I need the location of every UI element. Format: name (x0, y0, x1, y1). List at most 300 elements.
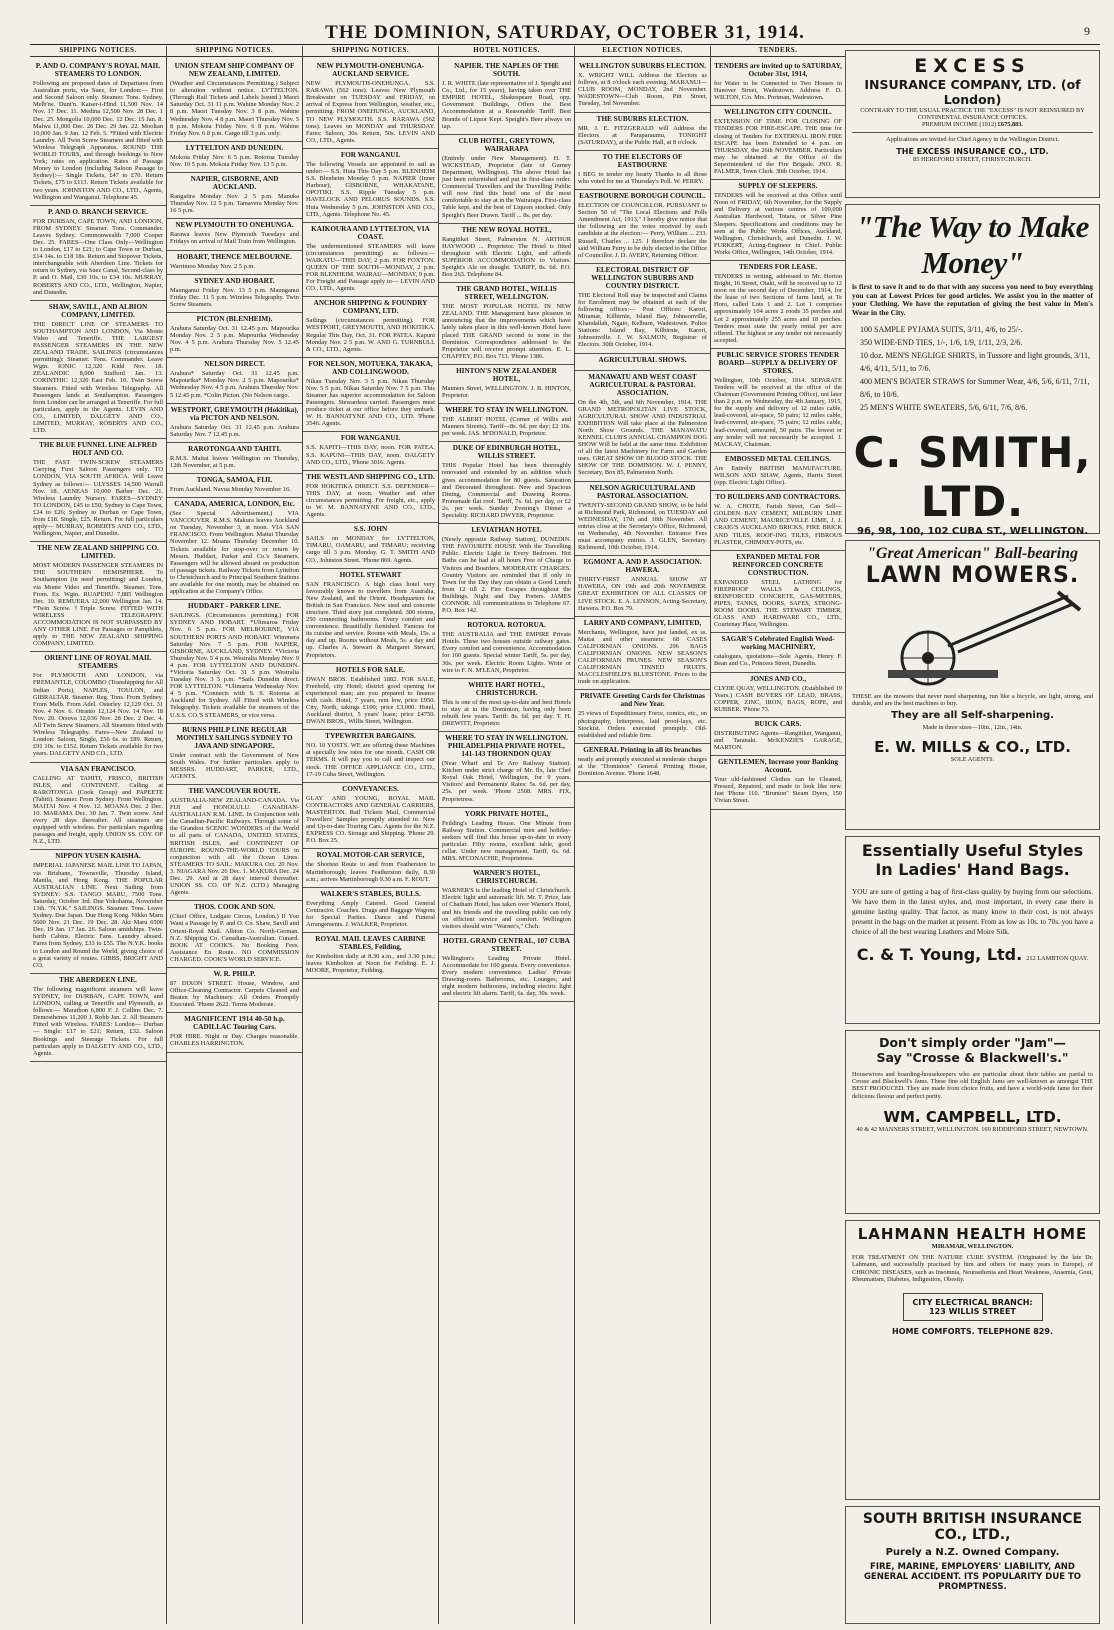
ad-title: TENDERS FOR LEASE. (738, 262, 818, 271)
ad-body: EXPANDED STEEL LATHING for FIREPROOF WALLS & CEILINGS, REINFORCED CONCRETE, GAS-METERS, PIPES, TANKS, DOORS, SAFES, STRONG-ROOM DOORS. THE STEWART TIMBER, GLASS AND HARDWARE CO., LTD., Courtenay Place, Wellington. (714, 578, 842, 629)
excess-premium-value: £675,883. (997, 121, 1023, 129)
classified-ad (167, 1013, 302, 1052)
ad-title: THE ABERDEEN LINE. (59, 975, 137, 984)
lahmann-health-home-ad (845, 1220, 1100, 1500)
classified-ad (711, 261, 845, 349)
newspaper-title: THE DOMINION, SATURDAY, OCTOBER 31, 1914. (325, 22, 805, 43)
ad-body: Merchants, Wellington, have just landed, ex ss. Maitai and other steamers: 68 CASES CALIFORNIAN ONIONS. 296 BAGS CALIFORNIAN ONIONS. NEW SEASON'S CALIFORNIAN PRUNES. NEW SEASON'S CALIFORNIAN TINNED FRUITS. MACCLESFIELD'S BLUESTONE. Prices to the trade on application. (578, 628, 707, 686)
ad-body: I BEG to tender my hearty Thanks to all those who voted for me at Thursday's Poll. W. PERRY. (578, 170, 707, 185)
lahmann-body: FOR TREATMENT ON THE NATURE CURE SYSTEM. (Originated by the late Dr. Lahmann, and successfully practised by him and others for many years in Europe), of CHRONIC DISEASES, such as Insomnia, Neurasthenia and Heart Weakness, Anaemia, Gout, Rheumatism, Diabetes, Indigestion, Obesity. (852, 1254, 1093, 1283)
ad-title: VIA SAN FRANCISCO. (60, 764, 136, 773)
classified-ad (303, 849, 438, 887)
ad-body: TENDERS in writing, addressed to Mr. Horton Bright, 16 Street, Otaki, will be received up to 12 noon on the second day of December, 1914, for the lease of two Sections of farm land, at Te Horo, called Lots 1 and 2. Lot 1 comprises approximately 104 acres 2 roods 35 perches and Lot 2 approximately 255 acres and 18 perches. Tenders must state the yearly rental per acre offered. The highest or any tender not necessarily accepted. (714, 272, 842, 344)
ad-body: Nikau Tuesday Nov. 3 5 p.m. Nikau Thursday Nov. 5 5 p.m. Nikau Saturday Nov. 7 5 p.m. This Steamer has superior accommodation for Saloon Passengers. Stewardess carried. Passengers must produce ticket at our office before they embark. W. H. BANNATYNE AND CO., LTD. 'Phone 3546. Agents. (306, 377, 435, 428)
classified-ad (303, 358, 438, 433)
classified-ad (439, 365, 574, 404)
classified-ad (167, 358, 302, 403)
ad-body: Rangatira Monday Nov. 2 5 p.m. Manuka Thursday Nov. 12 5 p.m. Tamavera Monday Nov. 16 5 p.m. (170, 193, 299, 215)
ad-body: For PLYMOUTH AND LONDON, via FREMANTLE, COLOMBO (Transhipping for All Indian Ports), NAPLES, TOULON, and GIBRALTAR. Steamer. Reg. Tons. From Sydney. From Melb. From Adel. Osterley 12,129 Oct. 31 Nov. 4 Nov. 6. Otranto 12,124 Nov. 14 Nov. 18 Nov. 20. Orsova 12,036 Nov. 28 Dec. 2 Dec. 4. All Twin Screw Steamers. All Steamers fitted with Wireless Telegraphy. Fares—New Zealand to London: Saloon, Single, £56 6s. to £89. Return, £91 10s. to £152. Return Tickets available for two years. DALGETY AND CO., LTD. (33, 672, 163, 758)
ad-body: The following magnificent steamers will leave SYDNEY, for DURBAN, CAPE TOWN, and LONDON, calling at Teneriffe and Plymouth, as follows:— Marathon 6,800 F. J. Collins Dec. 7. Demosthenes 11,200 J. Robb Jan. 2. All Steamers Fitted with Wireless. FARES: London— Durban— Single: £17 to £21; Return, £32. Saloon Bookings and Steerage Tickets. For full particulars apply to DALGETY AND CO., LTD., Agents. (33, 985, 163, 1057)
column-heading: HOTEL NOTICES. (439, 46, 574, 57)
ad-body: (See Special Advertisement.) VIA VANCOUVER. R.M.S. Makura leaves Auckland on Tuesday, November 3, at noon. VIA SAN FRANCISCO. From Wellington. Maitai Thursday November 12. Moana Thursday December 10. Tickets available for stop-over or return by Messrs. Huddart, Parker and Co.'s Steamers. Passengers will be allowed aboard on production of passage tickets. Railway Tickets from Lyttelton to Christchurch and to Principal Southern Stations are available for one month, may be obtained on application at the Company's Office. (170, 510, 299, 596)
classified-ad (30, 974, 166, 1062)
ad-title: FOR NELSON, MOTUEKA, TAKAKA, AND COLLINGWOOD. (308, 359, 433, 376)
ad-body: MOST MODERN PASSENGER STEAMERS IN THE SOUTHERN HEMISPHERE. To Southampton (in need permitting) and London, via Monte Video and Teneriffe. Steamer. Tons. From. Ex. Wgtn. RUAPEHU 7,885 Wellington Dec. 10. REMUERA 12,000 Wellington Jan. 14. *Twin Screw. †Triple Screw. FITTED WITH WIRELESS TELEGRAPHY. ACCOMMODATION IS NOT SURPASSED BY ANY OTHER LINE. For Passages or Pamphlets, apply to THE NEW ZEALAND SHIPPING COMPANY, LIMITED. (33, 562, 163, 648)
classified-ad (711, 673, 845, 718)
ad-title: NELSON AGRICULTURAL AND PASTORAL ASSOCIATION. (589, 483, 696, 500)
ad-body: Arahura Saturday Oct. 31 12.45 p.m. Arahura Saturday Nov. 7 12.45 p.m. (170, 423, 299, 438)
excess-company: INSURANCE COMPANY, LTD. (of London) (864, 77, 1081, 107)
ad-body: Wellington's Leading Private Hotel. Accommodate for 100 guests. Every convenience. Every modern convenience. Ladies' Private Drawing-room. Bathrooms, etc. Lounges, and eight modern bathrooms, including electric light and electric lift alarm. Tariff, 6s. day, 30s. week. (442, 954, 571, 998)
classified-ad (575, 482, 710, 557)
smith-price-line: 400 MEN'S BOATER STRAWS for Summer Wear, 4/6, 5/6, 6/11, 7/11, 8/6, to 10/6. (860, 377, 1090, 400)
ad-title: S.S. JOHN (353, 525, 388, 534)
classified-ad (439, 283, 574, 365)
classified-ad (439, 224, 574, 284)
mower-body: THESE are the mowers that never need sharpening, run like a bicycle, are light, strong, and durable, and are the best machines to buy. (852, 693, 1093, 708)
ad-title: DUKE OF EDINBURGH HOTEL, WILLIS STREET. (452, 444, 561, 461)
classified-ad (575, 151, 710, 190)
ad-title: NAPIER. THE NAPLES OF THE SOUTH. (454, 62, 559, 79)
ad-body: X. WRIGHT WILL Address the Electors as follows, at 8 o'clock each evening. MARANUI—CLUB ROOM, MONDAY, 2nd November. WADESTOWN—Club Room, Pitt Street, Tuesday, 3rd November. (578, 72, 707, 108)
mower-agents: SOLE AGENTS. (950, 755, 995, 763)
ad-body: THE ALBERT HOTEL (Corner of Willis and Manners Streets). Tariff—8s. 6d. per day; £2 10s. per week. JAS. M'DONALD, Proprietor. (442, 416, 571, 438)
bags-address: 212 LAMBTON QUAY. (1026, 955, 1089, 962)
british-sub: Purely a N.Z. Owned Company. (885, 1547, 1060, 1558)
ad-body: From Auckland. Navua Monday November 16. (170, 486, 291, 493)
smith-price-line: 350 WIDE-END TIES, 1/-, 1/6, 1/9, 1/11, 2/3, 2/6. (860, 338, 1023, 348)
ad-title: EMBOSSED METAL CEILINGS. (725, 454, 831, 463)
ad-title: BUICK CARS. (754, 719, 802, 728)
hand-bags-ad (845, 836, 1100, 1024)
classified-ad (439, 404, 574, 442)
ad-body: NO. 10 YOSTS. WE are offering these Machines at specially low rates for one month. CASH OR TERMS. It will pay you to call and inspect our stock. THE OFFICE APPLIANCE CO., LTD., 17-19 Cuba Street, Wellington. (306, 742, 435, 778)
classified-ad (167, 275, 302, 313)
ad-body: Arahura* Saturday Oct. 31 12.45 p.m. Mapourika* Monday Nov. 2 5 p.m. Mapourika* Wednesday Nov. 4 5 p.m. Arahura Thursday Nov. 5 12.45 p.m. *Colin Picton. (No Nelson cargo. (170, 370, 299, 399)
classified-ad (303, 664, 438, 731)
excess-address: 85 HEREFORD STREET, CHRISTCHURCH. (913, 155, 1032, 163)
ad-title: SUPPLY OF SLEEPERS. (738, 182, 818, 191)
ad-title: W. R. PHILP. (213, 969, 256, 978)
classified-ad (167, 142, 302, 173)
jam-body: Housewives and boarding-housekeepers who are particular about their tables are partial to Crosse and Blackwell's Jams. These fine old English Jams are well-known as amongst THE BEST PRODUCED. They are made from choice fruits, and have a world-wide fame for their delicious flavour and perfect purity. (852, 1071, 1093, 1100)
smith-price-list (852, 323, 1093, 414)
mower-product: LAWN MOWERS. (865, 563, 1080, 588)
classified-ad (575, 113, 710, 151)
ad-title: HOTELS FOR SALE. (336, 665, 405, 674)
classified-ad (167, 404, 302, 443)
mower-name: E. W. MILLS & CO., LTD. (874, 737, 1071, 756)
ad-body: IMPERIAL JAPANESE MAIL LINE TO JAPAN, via Brisbane, Townsville, Thursday Island, Manila, and Hong Kong. THE POPULAR AUSTRALIAN LINE. Next Sailing from SYDNEY: S.S. TANGO MARU, 7500 Tons. Saturday, October 3rd. Due Yokohama, November 13th. "N.Y.K." SAILINGS. Steamer. Tons. Leave Sydney. Due Japan. Due Hong Kong. Nikko Maru 5600 Nov. 21 Dec. 19 Dec. 28. Aki Maru 6500 Dec. 19 Jan. 17 Jan. 26. Saloon amidships. Twin-berth Cabins. Electric Fans. Laundry aboard. Fares from Sydney, £33 to £55. The N.Y.K. books to London and Round the World, giving choice of a great variety of routes. GIBBS, BRIGHT AND CO. (33, 862, 163, 969)
ad-title: WESTPORT, GREYMOUTH (Hokitika), via PICTON AND NELSON. (170, 405, 299, 422)
jam-name: WM. CAMPBELL, LTD. (883, 1107, 1062, 1126)
ad-body: 25 views of Expeditionary Force, comics, etc., on photography, letterpress, laid proof-lays, etc. Stockist. Orders executed promptly. Old-established and reliable firm. (578, 710, 707, 739)
ad-body: (Newly opposite Railway Station), DUNEDIN. THE FAVOURITE HOUSE With the Travelling Public. Electric Light in Every Bedroom. Hot Baths can be had at all hours Free of Charge to Visitors and Boarders. MODERATE CHARGES. Country Visitors are reminded that if only in Town for the Day they can obtain a Good Lunch from 12 till 2. Fire Escapes throughout the Buildings. Night and Day Porters. JAMES CONNOR. All communications to Telephone 67. P.O. Box 142. (442, 536, 571, 615)
ad-title: BURNS PHILP LINE REGULAR MONTHLY SAILINGS SYDNEY TO JAVA AND SINGAPORE. (176, 725, 293, 750)
classified-ad (167, 474, 302, 498)
excess-name: EXCESS (914, 55, 1031, 77)
ad-title: TENDERS are invited up to SATURDAY, October 31st, 1914, (714, 62, 842, 79)
lahmann-branch: CITY ELECTRICAL BRANCH: 123 WILLIS STREET (903, 1293, 1043, 1321)
ad-body: ELECTION OF COUNCILLOR. PURSUANT to Section 50 of "The Local Elections and Polls Amendment Act, 1913," I hereby give notice that the following are the votes received by each candidate at the election:— Perry, William ... 233. Russell, Charles ... 125. I therefore declare the said William Perry to be duly elected to the Office of Councillor. J. D. AVERY, Returning Officer. (578, 202, 707, 259)
ad-title: ELECTORAL DISTRICT OF WELLINGTON SUBURBS AND COUNTRY DISTRICT. (591, 265, 694, 290)
classified-ad (711, 551, 845, 634)
bags-headline2: In Ladies' Hand Bags. (875, 860, 1070, 879)
ad-title: LARRY AND COMPANY, LIMITED, (583, 618, 702, 627)
jam-headline2: Say "Crosse & Blackwell's." (876, 1050, 1069, 1065)
classified-ad (711, 491, 845, 551)
classified-ad (30, 542, 166, 652)
classified-ad (167, 313, 302, 358)
classified-ad (30, 301, 166, 440)
classified-ad (439, 135, 574, 224)
ad-title: THE NEW ROYAL HOTEL, (461, 225, 552, 234)
classified-ad (30, 850, 166, 973)
classified-ad (439, 442, 574, 524)
classified-ad (575, 264, 710, 354)
lawn-mower-illustration (858, 588, 1088, 688)
bags-name: C. & T. Young, Ltd. (856, 945, 1023, 964)
ad-title: NAPIER, GISBORNE, AND AUCKLAND. (190, 175, 279, 192)
column-1 (30, 46, 166, 1624)
ad-title: TO THE ELECTORS OF EASTBOURNE (602, 152, 683, 169)
ad-title: GENERAL Printing in all its branches (583, 745, 702, 754)
mower-sizes: Made in three sizes—10in., 12in., 14in. (922, 724, 1023, 732)
mower-headline: "Great American" Ball-bearing (867, 545, 1078, 562)
classified-ad (167, 600, 302, 723)
ad-title: WHERE TO STAY IN WELLINGTON. (445, 406, 568, 415)
smith-intro: is first to save it and to do that with any success you need to buy everything you can at Lowest Prices for good articles. We assist you in the matter of your Clothing. We have the reputation of giving the best value in Men's Wear in the City. (852, 282, 1093, 317)
ad-title: FOR WANGANUI. (340, 150, 401, 159)
ad-body: 87 DIXON STREET. House, Window, and Office-Cleaning Contractor. Carpets Cleaned and Beaten by Machinery. All Orders Promptly Executed. 'Phone 2622. Terms Moderate. (170, 979, 299, 1009)
classified-ad (167, 968, 302, 1013)
ad-body: AUSTRALIA-NEW ZEALAND-CANADA. Via FIJI and HONOLULU. CANADIAN-AUSTRALIAN R.M. LINE. In Conjunction with the Canadian-Pacific Railways. Through some of the Grandest SCENIC WONDERS of the World to all parts of CANADA, UNITED STATES, BRITISH ISLES, and CONTINENT OF EUROPE. ROUND-THE-WORLD TOURS in conjunction with all the Ocean Lines. STEAMERS TO SAIL: MAKURA Oct. 20 Nov. 3. NIAGARA Nov. 26 Dec. 1. MAKURA Dec. 24 Dec. 29. And at 28 days' interval thereafter. UNION SS. CO. OF N.Z. (LTD.) Managing Agents. (170, 797, 299, 897)
page-number: 9 (1084, 24, 1090, 38)
classified-ad (30, 206, 166, 301)
british-name: SOUTH BRITISH INSURANCE CO., LTD., (862, 1511, 1083, 1543)
jam-headline1: Don't simply order "Jam"— (879, 1035, 1066, 1050)
ad-body: FOR DURBAN, CAPE TOWN, AND LONDON, FROM SYDNEY. Steamer. Tons. Commander. Leaves Sydney. Commonwealth 7,000 Cooper Dec. 25. FARES—One Class Only—Wellington to London, £17 to £21; to Cape Town or Durban, £14 14s. to £18 18s. Return and Stopover Tickets, interchangeable with Aberdeen Line. Tickets for return to Sydney, via Suez Canal, Second-class by P. and O. Mail, £30 10s. to £34 10s. MURRAY, ROBERTS AND CO., LTD., Wellington, Napier, and Dunedin. (33, 217, 163, 296)
classified-ad (303, 933, 438, 979)
ad-body: THE MOST POPULAR HOTEL IN NEW ZEALAND. THE Management have pleasure in announcing that the improvements which have lately taken place in this well-known Hotel have placed THE GRAND second to none in the Dominion. Correspondence addressed to the Proprietor will receive prompt attention. E. L. CHAFFEY, P.O. Box 713. 'Phone 1386. (442, 303, 571, 360)
classified-ad (303, 783, 438, 850)
classified-ad (711, 756, 845, 809)
c-smith-ad (845, 204, 1100, 538)
smith-name: C. SMITH, LTD. (853, 428, 1092, 527)
ad-body: FOR HOKITIKA DIRECT. S.S. DEFENDER—THIS DAY, at noon. Weather and other circumstances permitting. For freight, etc., apply to W. M. BANNATYNE AND CO., LTD., Agents. (306, 482, 435, 519)
smith-price-line: 100 SAMPLE PYJAMA SUITS, 3/11, 4/6, to 25/-. (860, 325, 1023, 335)
classified-ad (303, 730, 438, 782)
jam-address: 40 & 42 MANNERS STREET, WELLINGTON. 169 RIDDIFORD STREET, NEWTOWN. (856, 1125, 1089, 1133)
ad-body: On the 4th, 5th, and 6th November, 1914. THE GRAND METROPOLITAN LIVE STOCK, AGRICULTURAL SHOW AND INDUSTRIAL EXHIBITION Will take place at the Palmerston North Show Grounds. THE MANAWATU KENNEL CLUB'S ANNUAL CHAMPION DOG SHOW Will be held at the same time. Exhibition of all the latest Machinery for Farm and Garden uses. GREAT SHOW OF BLOOD STOCK. THE SHOW OF THE DOMINION. W. J. PENNY, Secretary, Box 85, Palmerston North. (578, 398, 707, 477)
lawn-mower-ad (845, 540, 1100, 830)
column-heading: SHIPPING NOTICES. (303, 46, 438, 57)
ad-title: SYDNEY AND HOBART. (194, 276, 275, 285)
ad-body: TWENTY-SECOND GRAND SHOW, to be held at Richmond Park, Richmond, on TUESDAY and WEDNESDAY, 17th and 18th November. All entries close at the Secretary's Office, Richmond, on Wednesday, 4th November. Entrance Fees must accompany entries. J. GLEN, Secretary. Richmond, 10th October, 1914. (578, 501, 707, 552)
classified-ad (167, 173, 302, 219)
ad-title: UNION STEAM SHIP COMPANY OF NEW ZEALAND, LIMITED. (174, 62, 295, 79)
ad-body: Rarawa leaves New Plymouth Tuesdays and Fridays on arrival of Mail Train from Wellington. (170, 231, 299, 246)
mower-sub: They are all Self-sharpening. (891, 710, 1054, 722)
ad-body: GLAY AND YOUNG, ROYAL MAIL CONTRACTORS AND GENERAL CARRIERS, MASTERTON. Rail Tickets Mail, Commercial Travellers' Samples promptly attended to. New and Up-to-date Touring Cars. Agents for the N.Z. EXPRESS CO. Storage and Shipping. 'Phone 29. P.O. Box 25. (306, 794, 435, 845)
ad-body: THE FAST TWIN-SCREW STEAMERS Carrying First Saloon Passengers only. TO LONDON, VIA SOUTH AFRICA. Will Leave Sydney as follows:— ULYSSES 14,500 Warrall Nov. 18. AENEAS 10,000 Barber Dec. 21. Wireless Laundry Nursery. FARES—SYDNEY TO LONDON, £45 to £50; Sydney to Cape Town, £24 to £26; Sydney to Durban or Cape Town, from £18. Single, £25. Return. For full particulars apply— MURRAY, ROBERTS AND CO., LTD., Wellington, Napier, and Dunedin. (33, 459, 163, 538)
classified-ad (303, 569, 438, 664)
ad-body: Wellington, 10th October, 1914. SEPARATE Tenders will be received at the office of the Chairman (Government Printing Office), not later than 2 p.m. on Wednesday, the 4th January, 1915, for the supply and delivery of 12 miles cable, lead-covered, air-space, 50 pairs; 12 miles cable, lead-covered, air-space, 75 pairs; 12 miles cable, lead-covered, armoured, 50 pairs. The lowest or any tender will not necessarily be accepted. J. MACKAY, Chairman. (714, 376, 842, 448)
ad-title: RAROTONGA AND TAHITI. (188, 444, 281, 453)
classified-ad (30, 60, 166, 206)
ad-title: SHAW, SAVILL, AND ALBION COMPANY, LIMITED. (48, 302, 148, 319)
ad-body: This is one of the most up-to-date and best Hotels to stay at in the Dominion, having only been rebuilt few years. Tariff: 8s. 6d. per day. T. H. DREWITT, Proprietor. (442, 698, 571, 727)
excess-branch: THE EXCESS INSURANCE CO., LTD. (896, 146, 1049, 156)
column-heading: SHIPPING NOTICES. (30, 46, 166, 57)
ad-body: Your old-fashioned Clothes can be Cleaned, Pressed, Repaired, and made to look like new. Just 'Phone 110. "Brunton" Steam Dyers, 150 Vivian Street. (714, 776, 842, 805)
ad-title: PUBLIC SERVICE STORES TENDER BOARD—SUPPLY & DELIVERY OF STORES. (716, 350, 840, 375)
ad-title: JONES AND CO., (749, 674, 807, 683)
ad-body: Maunganui Friday Nov. 13 5 p.m. Maunganui Friday Dec. 11 5 p.m. Wireless Telegraphy. Twin Screw Steamers. (170, 286, 299, 308)
masthead (30, 22, 1100, 44)
column-heading: SHIPPING NOTICES. (167, 46, 302, 57)
ad-body: Under contract with the Government of New South Wales. For further particulars apply to MESSRS. HUDDART, PARKER, LTD., AGENTS. (170, 751, 299, 780)
lahmann-footer: HOME COMFORTS. TELEPHONE 829. (892, 1327, 1053, 1337)
ad-title: NELSON DIRECT. (204, 360, 265, 369)
british-body: FIRE, MARINE, EMPLOYERS' LIABILITY, AND GENERAL ACCIDENT. ITS POPULARITY DUE TO PROMPTNESS. (863, 1562, 1082, 1592)
ad-title: WHERE TO STAY IN WELLINGTON. PHILADELPHIA PRIVATE HOTEL, 141-143 THORNDON QUAY (445, 734, 568, 759)
ad-body: DISTRIBUTING Agents—Rangitikei, Wanganui, and Taranaki. McKENZIE'S GARAGE, MARTON. (714, 729, 842, 752)
ad-body: for Kimbolton daily at 8.30 a.m., and 3.30 p.m.; leaves Kimbolton at Noon for Feilding. E. J. MOORE, Proprietor, Feilding. (306, 953, 435, 975)
classified-ad (439, 808, 574, 868)
ad-title: HOTEL GRAND CENTRAL, 107 CUBA STREET. (443, 936, 570, 953)
classified-ad (439, 60, 574, 135)
ad-title: KAIKOURA AND LYTTELTON, VIA COAST. (311, 224, 430, 241)
classified-ad (303, 223, 438, 298)
ad-title: CONVEYANCES. (342, 784, 399, 793)
classified-ad (575, 690, 710, 743)
column-4 (438, 46, 574, 1624)
south-british-insurance-ad (845, 1506, 1100, 1624)
classified-ad (439, 679, 574, 732)
ad-body: Rangitikei Street, Palmerston N. ARTHUR HAYWOOD ... Proprietor. The Hotel is fitted throughout with Electric Light, and affords SUPERIOR ACCOMMODATION to Visitors. Speight's Ale on draught. TARIFF, 8s. 6d. P.O. Box 263. Telephone 84. (442, 235, 571, 279)
ad-title: GENTLEMEN, Increase your Banking Account. (718, 758, 838, 775)
ad-title: MAGNIFICENT 1914 40-50 h.p. CADILLAC Touring Cars. (184, 1015, 285, 1032)
classified-ad (575, 744, 710, 782)
ad-title: WALKER'S STABLES, BULLS. (320, 889, 421, 898)
ad-title: CANADA, AMERICA, LONDON, Etc. (174, 500, 295, 509)
ad-body: (Near Wharf and Te Aro Railway Station). Kitchen under strict charge of Mr. Ilx, late Chef Royal Oak Hotel, Wellington, for 9 years. Visitors' and Permanents' Rates: 5s. 6d. per day, 25s. per week. 'Phone 2508. MRS. FIX, Proprietress. (442, 760, 571, 803)
ad-title: LEVIATHAN HOTEL (471, 526, 542, 535)
ad-body: NEW PLYMOUTH-ONEHUNGA. S.S. RARAWA (562 tons). Leaves New Plymouth Breakwater on TUESDAY and FRIDAY, on arrival of Express from Wellington, weather, etc., permitting. FROM ONEHUNGA, AUCKLAND, TO NEW PLYMOUTH. S.S. RARAWA (562 tons). Leaves on MONDAY and THURSDAY. Fares: Saloon, 30s. Return, 50s. LEVIN AND CO., LTD., Agents. (306, 80, 435, 144)
classified-ad (303, 471, 438, 523)
ad-body: The undermentioned STEAMERS will leave (circumstances permitting) as follows:— WAIKATU—THIS DAY, 2 p.m. FOR FOXTON. QUEEN OF THE SOUTH—MONDAY, 2 p.m. FOR BLENHEIM. WAIRAU—MONDAY, 9 p.m. For Freight and Passage apply to— LEVIN AND CO., LTD., Agents. (306, 242, 435, 293)
ad-body: The following Vessels are appointed to sail as under:— S.S. Huia This Day 5 p.m. BLENHEIM S.S. Blenheim Monday 5 p.m. NAPIER (Inner Harbour), GISBORNE, WHAKATANE, OPOTIKI. S.S. Ripple Tuesday 5 p.m. HAVELOCK AND PELORUS SOUNDS. S.S. Huia Wednesday 5 p.m. JOHNSTON AND CO., LTD., Agents. Telephone No. 45. (306, 160, 435, 218)
ad-title: P. AND O. BRANCH SERVICE. (48, 207, 148, 216)
ad-body: Sailings (circumstances permitting). FOR WESTPORT, GREYMOUTH, AND HOKITIKA. Regular This Day, Oct. 31. FOR PATEA. Kapuni Monday Nov. 2 5 p.m. W. AND G. TURNBULL & CO., LTD., Agents. (306, 317, 435, 353)
ad-body: Mokoia Friday Nov. 6 5 p.m. Rotorua Tuesday Nov. 10 5 p.m. Mokoia Friday Nov. 13 5 p.m. (170, 153, 299, 168)
bags-body: YOU are sure of getting a bag of first-class quality by buying from our selections. We have them in the latest styles, and, most important, in every case there is genuine lasting quality. That factor, as many know to their cost, is not always present in the bags on the market at present. From as low as 10s. to 70s. you have a choice of all the best wearing Leathers and Moire Silk. (852, 888, 1093, 936)
ad-title: NEW PLYMOUTH-ONEHUNGA-AUCKLAND SERVICE. (316, 62, 425, 79)
classified-ad (575, 556, 710, 616)
classified-ad (167, 60, 302, 142)
ad-title: CLUB HOTEL, GREYTOWN, WAIRARAPA (458, 136, 555, 153)
ad-title: HINTON'S NEW ZEALANDER HOTEL, (456, 366, 557, 383)
ad-body: THE DIRECT LINE OF STEAMERS TO SOUTHAMPTON AND LONDON, Via Monte Video and Teneriffe. THE LARGEST PASSENGER STEAMERS IN THE NEW ZEALAND TRADE. SAILINGS (circumstances permitting): Steamer. Tons. Commander. Leave Wgtn. IONIC 12,320 Kidd Nov. 18. ZEALANDIC 8,000 Stafford Jan. 13. CORINTHIC 12,320 East Feb. 10. Twin Screw Steamers. Fitted with Wireless Telegraphy. All Passengers lands at Southampton. Passengers from London can be arranged at Teneriffe. For full particulars, apply to the Agents. LEVIN AND CO., LIMITED, DALGETY AND CO., LIMITED, MURRAY, ROBERTS AND CO., LTD. (33, 320, 163, 435)
ad-title: HUDDART - PARKER LINE. (188, 602, 281, 611)
ad-title: WHITE HART HOTEL, CHRISTCHURCH. (468, 680, 545, 697)
classified-ad (303, 297, 438, 357)
ad-body: (Entirely under New Management). H. T. WICKSTEAD, Proprietor (late of Gurney Department, Wellington). The above Hotel has just been refurnished and put in first-class order. Commercial Travellers and the Travelling Public will now find this hotel one of the most comfortable to stay at in the Wairarapa. First-class Table kept, and the best of Liquors stocked. Only Speight's Beer Drawn. Tariff ... 8s. per day. (442, 154, 571, 219)
ad-body: Following are proposed dates of Departures from Australian ports, via Suez, for London:— First and Second Saloon only. Steamer. Tons. Sydney. Melb'ne. Dunt'n. Kaiser-i-Hind 11,500 Nov. 14 Nov. 17 Dec. 11. Medina 12,500 Nov. 28 Dec. 1 Dec. 25. Mongolia 10,000 Dec. 12 Dec. 15 Jan. 8. Malwa 11,000 Dec. 26 Dec. 29 Jan. 22. Mooltan 10,000 Jan. 9 Jan. 12 Feb. 5. *Fitted with Electric Laundry. All Twin Screw Steamers and fitted with Wireless Telegraph Apparatus. ROUND THE WORLD TOURS, and through bookings to New York; rates on application. Rates of Passage Money to London (including Saloon Passage to Sydney):— Single Tickets, £47 to £70. Return Tickets, £75 to £113. Return Tickets available for two years. JOHNSTON AND CO., LTD., Agents, Wellington and Wanganui. Telephone 45. (33, 80, 163, 201)
ad-body: THE AUSTRALIA and THE EMPIRE Private Hotels. These two houses outside railway gates. Every comfort and convenience. Accommodation for 160 guests. Special winter Tariff, 5s. per day, 30s. per week. Electric Room Lights. Write or wire to F. N. M'LEAN, Proprietor. (442, 631, 571, 674)
excess-insurance-ad (845, 50, 1100, 198)
column-heading: ELECTION NOTICES. (575, 46, 710, 57)
ad-title: TO BUILDERS AND CONTRACTORS. (715, 493, 841, 502)
ad-title: MANAWATU AND WEST COAST AGRICULTURAL & PASTORAL ASSOCIATION. (588, 372, 697, 397)
column-5 (574, 46, 710, 1624)
ad-title: P. AND O. COMPANY'S ROYAL MAIL STEAMERS TO LONDON. (35, 62, 161, 79)
ad-body: Feilding's Leading House. One Minute from Railway Station. Commercial men and holiday-seekers will find this house up-to-date in every particular. Fifty rooms, excellent table, good cellar. Under new management. Tariff, 6s. 6d. MRS. M'CONACHIE, Proprietress. (442, 819, 571, 863)
classified-ad (575, 354, 710, 371)
lahmann-name: LAHMANN HEALTH HOME (857, 1225, 1088, 1243)
ad-title: WARNER'S HOTEL, CHRISTCHURCH. (472, 869, 541, 886)
ad-title: LYTTELTON AND DUNEDIN. (185, 143, 284, 152)
ad-body: Warrimoo Monday Nov. 2 5 p.m. (170, 262, 255, 270)
ad-body: WARNER'S is the leading Hotel of Christchurch. Electric light and automatic lift. Mr. T. Price, late of Chatham Hotel, has taken over Warner's Hotel, and his friends and the travelling public can rely on efficient service and comfort. Wellington visitors should wire "Warner's," Chch. (442, 887, 571, 930)
ad-body: THE Electoral Roll may be inspected and Claims for Enrolment may be obtained at each of the following offices:— Post Offices: Karori, Miramar, Kilbirnie, Island Bay, Johnsonville, Khandallah, Ngaio, Kelburn, Wadestown. Police Stations: Island Bay, Kilbirnie, Karori, Johnsonville. J. W. SALMON, Registrar of Electors. 30th October, 1914. (578, 291, 707, 349)
ad-title: PRIVATE Greeting Cards for Christmas and New Year. (580, 692, 705, 709)
ad-title: THE WESTLAND SHIPPING CO., LTD. (306, 472, 435, 481)
ad-body: SAILS on MONDAY for LYTTELTON, TIMARU, OAMARU, and TIMARU; receiving cargo till 3 p.m. Monday. G. T. SMITH AND CO., Johnston Street. 'Phone 869. Agents. (306, 535, 435, 564)
excess-line1: CONTRARY TO THE USUAL PRACTICE THE "EXCESS" IS NOT REINSURED BY CONTINENTAL INSURANCE OFFICES. (860, 107, 1085, 122)
classified-ad (167, 443, 302, 474)
ad-body: CALLING AT TAHITI, FRISCO, BRITISH ISLES, and CONTINENT. Calling at RAROTONGA (Cook Group) and PAPEETE (Tahiti). Steamer. From Sydney. From Wellington. MAITAI Nov. 4 Nov. 12. MOANA Dec. 2 Dec. 10. MARAMA Dec. 30 Jan. 7. Twin screw. And every 28 days thereafter. All steamers are equipped with wireless. For particulars regarding passages and freight, apply UNION SS. COY. OF N.Z., LTD. (33, 774, 163, 846)
column-heading: TENDERS. (711, 46, 845, 57)
ad-title: THE SUBURBS ELECTION. (596, 114, 689, 123)
ad-title: WELLINGTON SUBURBS ELECTION. (578, 62, 707, 71)
ad-title: AGRICULTURAL SHOWS. (598, 355, 687, 364)
classified-ad (575, 190, 710, 264)
classified-ad (30, 763, 166, 851)
column-6 (710, 46, 845, 1624)
classified-ad (303, 432, 438, 470)
smith-price-line: 10 doz. MEN'S NEGLIGE SHIRTS, in Tussore and light grounds, 3/11, 4/6, 4/11, 5/11, to 7/6. (860, 351, 1091, 374)
ad-body: R.M.S. Maitai leaves Wellington on Thursday, 12th November, at 5 p.m. (170, 454, 299, 469)
ad-body: (Chief Office, Ludgate Circus, London.) If You Want a Passage by P. and O. Co. Shaw, Savill and Orient-Royal Mail. Albion Co. North-German. N.Z. Shipping Co. Canadian-Australian. Cunard. BOOK AT COOK'S. No Booking Fees. Assistance En Route. NO COMMISSION CHARGED. COOK'S WORLD SERVICE. (170, 913, 299, 963)
ad-title: EASTBOURNE BOROUGH COUNCIL. (579, 192, 706, 201)
classified-ad (711, 718, 845, 756)
ad-title: THE NEW ZEALAND SHIPPING CO. LIMITED. (37, 544, 159, 561)
classified-ad (303, 523, 438, 568)
smith-headline: "The Way to Make Money" (856, 209, 1089, 280)
ad-title: THE BLUE FUNNEL LINE ALFRED HOLT AND CO. (39, 441, 157, 458)
classified-ad (575, 60, 710, 112)
ad-body: for Water to be Connected to Two Houses in Hanover Street, Wadestown. Address F. D. WILTON, C/o. Mrs. Portman, Wadestown. (714, 80, 842, 102)
ad-body: MR. J. E. FITZGERALD will Address the Electors at Paraparaumu, TONIGHT (SATURDAY), at the Public Hall, at 8 o'clock. (578, 124, 707, 146)
classified-ad (711, 633, 845, 672)
smith-address: 96, 98, 100, 102 CUBA ST., WELLINGTON. (856, 526, 1088, 538)
classified-ad (711, 349, 845, 453)
bags-headline1: Essentially Useful Styles (861, 841, 1084, 860)
classified-ad (575, 371, 710, 482)
column-2 (166, 46, 302, 1624)
column-3 (302, 46, 438, 1624)
ad-body: DWAN BROS. Established 1882. FOR SALE, Freehold, city Hotel; district good opening for experienced man; are you prepared to finance with cash. Hotel, 7 years, rent low, price £950. City, North, takings £100; price £3,000. Hotel, Auckland district, 5 years' lease; price £4750. DWAN BROS., Willis Street, Wellington. (306, 675, 435, 726)
ad-body: the Shortest Route to and from Featherston to Martinborough; leaves Featherston daily, 8.30 a.m.; arrives Martinborough 9.30 a.m. F. ROUT. (306, 861, 435, 883)
ad-title: YORK PRIVATE HOTEL, (464, 809, 549, 818)
lahmann-location: MIRAMAR, WELLINGTON. (931, 1243, 1014, 1250)
ad-body: Manners Street, WELLINGTON. J. B. HINTON, Proprietor. (442, 384, 571, 399)
classified-ad (167, 901, 302, 968)
classified-ad (439, 867, 574, 935)
ad-body: EXTENSION OF TIME FOR CLOSING OF TENDERS FOR FIRE-ESCAPE. THE time for closing of Tenders for EXTERNAL IRON FIRE ESCAPE has been Extended to 4 p.m. on THURSDAY, the 26th NOVEMBER. Particulars may be obtained at the Office of the Superintendent of the Fire Brigade. JNO. R. PALMER, Town Clerk. 30th October, 1914. (714, 118, 842, 176)
ad-title: EGMONT A. AND P. ASSOCIATION. HAWERA. (583, 558, 702, 575)
ad-title: ROYAL MOTOR-CAR SERVICE, (316, 851, 425, 860)
classified-ad (711, 180, 845, 261)
ad-title: ROTORUA. ROTORUA. (467, 621, 546, 630)
ad-body: S.S. KAPITI—THIS DAY, noon. FOR PATEA. S.S. KAPUNI—THIS DAY, noon. DALGETY AND CO., LTD., 'Phone 3016. Agents. (306, 444, 435, 466)
ad-body: TENDERS will be received at this Office until Noon of FRIDAY, 6th November, for the Supply and Delivery at various centres of 100,000 Australian Hardwood, Totara, or Silver Pine Sleepers. Specifications and conditions may be seen at the Public Works Offices, Auckland, Wellington, Christchurch, and Dunedin. J. W. FURKERT, Acting-Engineer in Chief. Public Works Office, Wellington, 14th October, 1914. (714, 192, 842, 256)
crosse-blackwell-ad (845, 1030, 1100, 1214)
classified-ad (439, 935, 574, 1003)
ad-title: TYPEWRITER BARGAINS. (325, 732, 416, 741)
classified-ad (303, 149, 438, 223)
ad-title: THE GRAND HOTEL, WILLIS STREET, WELLINGTON. (456, 285, 557, 302)
ad-body: neatly and promptly executed at moderate charges at the "Dominion" General Printing House, Dominion Avenue. 'Phone 1648. (578, 755, 707, 777)
ad-body: (Weather and Circumstances Permitting.) Subject to alteration without notice. LYTTELTON. (Through Rail Tickets and Labels Issued.) Maori Saturday Oct. 31 11 p.m. Wahine Monday Nov. 2 8 p.m. Maori Tuesday Nov. 3 8 p.m. Wahine Wednesday Nov. 4 8 p.m. Maori Thursday Nov. 5 8 p.m. Mokoia Friday Nov. 6 8 p.m. Wahine Friday Nov. 6 8 p.m. Cargo till 3 p.m. only. (170, 80, 299, 137)
excess-line2: Applications are invited for Chief Agency in the Wellington District. (886, 135, 1059, 143)
ad-body: SAN FRANCISCO. A high class hotel very favourably known to travellers from Australia, New Zealand, and the Orient. Headquarters for British in San Francisco. New steel and concrete structure. Third story just completed. 300 rooms, 250 connecting bathrooms. Every comfort and convenience. Beautifully furnished. Famous for its cuisine and service. Rooms with Meals, 15s. a day and up. Rooms without Meals, 5s. a day and up. Charles A. Stewart & Margaret Stewart, Proprietors. (306, 580, 435, 659)
masthead-rule (30, 44, 1100, 45)
classified-ad (711, 453, 845, 491)
ad-body: Arahura Saturday Oct. 31 12.45 p.m. Mapourika Monday Nov. 2 5 p.m. Mapourika Wednesday Nov. 4 5 p.m. Arahura Thursday Nov. 5 12.45 p.m. (170, 324, 299, 354)
classified-ad (167, 785, 302, 901)
ad-body: FOR HIRE. Night or Day. Charges reasonable. CHARLES HARRINGTON. (170, 1033, 299, 1048)
classified-ad (711, 60, 845, 106)
ad-title: ORIENT LINE OF ROYAL MAIL STEAMERS (44, 654, 152, 671)
classified-ad (167, 251, 302, 275)
ad-title: THE VANCOUVER ROUTE. (188, 787, 281, 795)
ad-body: THIS Popular Hotel has been thoroughly renovated and extended by an addition which gives accommodation for 80 guests. Saturation and Decorated throughout. New and Spacious Dining, Commercial and Drawing Rooms. Promenade flat roof. Tariff, 7s. 6d. per day, or £2 2s. per week. Sunday Evening's Dinner a Speciality. RICHARD DWYER, Proprietor. (442, 462, 571, 520)
ad-body: SAILINGS. (Circumstances permitting.) FOR SYDNEY AND HOBART. *Ulimaroa Friday Nov. 6 5 p.m. FOR MELBOURNE, VIA SOUTHERN PORTS AND HOBART. Wimmera Saturday Nov. 7 5 p.m. FOR NAPIER, GISBORNE, AUCKLAND, SYDNEY. *Victoria Thursday Nov. 5 4 p.m. Westralia Monday Nov. 9 4 p.m. FOR LYTTELTON AND DUNEDIN. *Victoria Saturday Oct. 31 5 p.m. Westralia Tuesday Nov. 3 5 p.m. *Sails Dunedin direct. FOR LYTTELTON. *Ulimaroa Wednesday Nov. 4 5 p.m. *Connects with S. S. Rotorua at Auckland for Sydney. All Fitted with Wireless Telegraphy. Tickets available for steamers of the U.S.S. CO.'S STEAMERS, or vice versa. (170, 612, 299, 719)
classified-ad (30, 439, 166, 542)
ad-title: NIPPON YUSEN KAISHA. (55, 852, 141, 861)
classified-ad (439, 619, 574, 679)
classified-ad (575, 617, 710, 691)
classified-ad (303, 60, 438, 149)
ad-body: THIRTY-FIRST ANNUAL SHOW AT HAWERA, ON 19th and 20th NOVEMBER. GREAT EXHIBITION OF ALL CLASSES OF LIVE STOCK. E. A. LENNON, Acting-Secretary, Hawera. P.O. Box 79. (578, 576, 707, 612)
classified-ad (167, 724, 302, 785)
ad-body: J. R. WHITE (late representative of J. Speight and Co., Ltd., for 15 years), having taken over THE EMPIRE HOTEL, Shakespeare Road, opp. Government Buildings, Offers the Best Accommodation at a Reasonable Tariff. Best Brands of Liquor Kept. Speight's Beer always on tap. (442, 80, 571, 130)
ad-title: FOR WANGANUI. (340, 434, 401, 443)
classified-ad (439, 732, 574, 808)
ad-title: ROYAL MAIL LEAVES CARBINE STABLES, Feilding, (315, 935, 426, 952)
ad-title: TONGA, SAMOA, FIJI. (196, 476, 273, 484)
ad-title: THOS. COOK AND SON. (194, 903, 275, 912)
ad-title: WELLINGTON CITY COUNCIL. (724, 108, 832, 117)
classified-ad (167, 219, 302, 250)
classified-ad (30, 652, 166, 762)
ad-body: Are Entirely BRITISH MANUFACTURE. WILSON AND SHAW, Agents, Harris Street (opp. Electric Light Office). (714, 464, 842, 487)
ad-title: HOTEL STEWART (339, 570, 402, 579)
classified-ad (303, 888, 438, 933)
classified-ad (167, 498, 302, 600)
ad-body: catalogues, quotations—Sole Agents, Henry F. Bean and Co., Princess Street, Dunedin. (714, 653, 842, 668)
classified-ad (439, 524, 574, 619)
excess-premium-label: PREMIUM INCOME (1912) (922, 121, 997, 129)
ad-title: HOBART, THENCE MELBOURNE. (177, 252, 292, 261)
ad-body: CLYDE QUAY, WELLINGTON. (Established 19 Years.) CASH BUYERS OF LEAD, BRASS, COPPER, ZINC, IRON, BAGS, ROPE, and RUBBER. 'Phone 73. (714, 684, 842, 713)
ad-title: ANCHOR SHIPPING & FOUNDRY COMPANY, LTD. (313, 299, 428, 316)
ad-title: NEW PLYMOUTH TO ONEHUNGA. (175, 221, 294, 230)
smith-price-line: 25 MEN'S WHITE SWEATERS, 5/6, 6/11, 7/6, 8/6. (860, 403, 1028, 413)
